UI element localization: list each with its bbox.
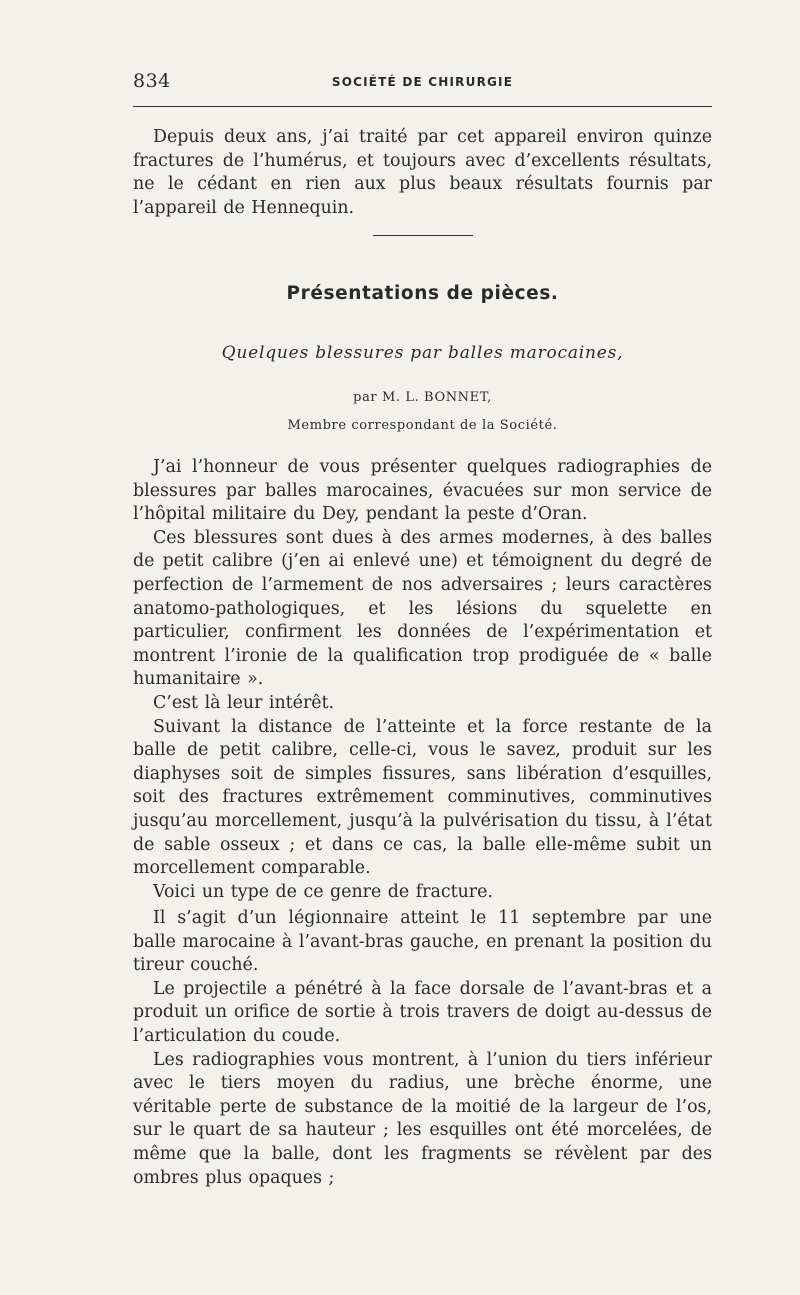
running-title: SOCIÉTÉ DE CHIRURGIE [331,75,514,89]
intro-block [133,126,712,220]
article-title: Quelques blessures par balles marocaines, [221,343,624,363]
header-rule [133,106,712,107]
author-affiliation: Membre correspondant de la Société. [287,418,558,433]
paragraph: Les radiographies vous montrent, à l’union du tiers inférieur avec le tiers moyen du radius, une brèche énorme, une véritable perte de substance de la moitié de la largeur de l’os, sur le quart de sa hauteur ; les esquilles ont été morcelées, de même que la balle, dont les fragments se révèlent par des ombres plus opaques ; [133,1049,712,1188]
paragraph: Il s’agit d’un légionnaire atteint le 11 septembre par une balle marocaine à l’avant-bras gauche, en prenant la position du tireur couché. [133,908,712,976]
paragraph: Voici un type de ce genre de fracture. [153,881,493,902]
body-block [133,456,712,904]
case-block [133,907,712,1190]
intro-paragraph: Depuis deux ans, j’ai traité par cet appareil environ quinze fractures de l’humérus, et toujours avec d’excellents résultats, ne le cédant en rien aux plus beaux résultats fournis par l’appareil de Hennequin. [133,127,712,218]
paragraph: Suivant la distance de l’atteinte et la force restante de la balle de petit calibre, celle-ci, vous le savez, produit sur les diaphyses soit de simples fissures, sans libération d’esquilles, soit des fractures extrêmement comminutives, comminutives jusqu’au morcellement, jusqu’à la pulvérisation du tissu, à l’état de sable osseux ; et dans ce cas, la balle elle-même subit un morcellement comparable. [133,716,712,879]
section-heading: Présentations de pièces. [286,283,559,304]
section-separator [373,235,473,236]
paragraph: Le projectile a pénétré à la face dorsale de l’avant-bras et a produit un orifice de sortie à trois travers de doigt au-dessus de l’articulation du coude. [133,978,712,1046]
paragraph: C’est là leur intérêt. [153,692,335,713]
paragraph: Ces blessures sont dues à des armes modernes, à des balles de petit calibre (j’en ai enlevé une) et témoignent du degré de perfection de l’armement de nos adversaires ; leurs caractères anatomo-pathologiques, et les lésions du squelette en particulier, confirment les données de l’expérimentation et montrent l’ironie de la qualification trop prodiguée de « balle humanitaire ». [133,527,712,690]
page-header [133,64,712,108]
article-author: par M. L. BONNET, [353,390,492,405]
paragraph: J’ai l’honneur de vous présenter quelques radiographies de blessures par balles marocaines, évacuées sur mon service de l’hôpital militaire du Dey, pendant la peste d’Oran. [133,457,712,525]
page-number: 834 [133,70,171,92]
